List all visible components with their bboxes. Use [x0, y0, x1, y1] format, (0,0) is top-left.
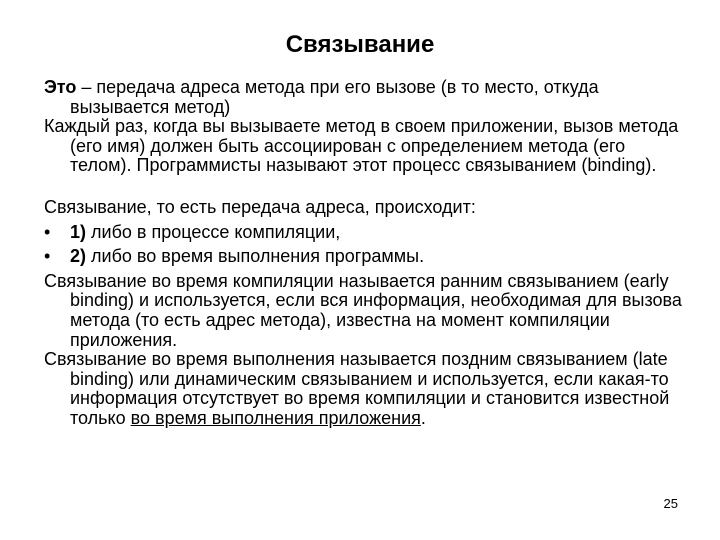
bullet-text: либо в процессе компиляции, [86, 221, 341, 242]
bullet-text: либо во время выполнения программы. [86, 246, 425, 267]
late-binding-end: . [420, 407, 426, 428]
late-binding-paragraph [44, 350, 684, 428]
early-binding-paragraph: Связывание во время компиляции называется ранним связыванием (early binding) и используется, если вся информация, необходимая для вызова метода (то есть адрес метода), известна на момент компиляции приложения. [44, 270, 682, 350]
bullet-icon: • [44, 221, 51, 242]
slide-content [44, 78, 684, 429]
definition-term: Это [44, 77, 77, 97]
late-binding-underlined: во время выполнения приложения [130, 407, 421, 428]
slide-title: Связывание [285, 31, 435, 58]
bullet-number: 2) [70, 246, 87, 267]
explanation-paragraph: Каждый раз, когда вы вызываете метод в своем приложении, вызов метода (его имя) должен быть ассоциирован с определением метода (его телом). Программисты называют этот процесс связыванием (binding). [44, 116, 679, 176]
bullet-icon: • [44, 246, 51, 267]
definition-paragraph [44, 78, 684, 117]
definition-text: – передача адреса метода при его вызове (в то место, откуда вызывается метод) [70, 77, 599, 117]
late-binding-text: Связывание во время выполнения называется поздним связыванием (late binding) или динамическим связыванием и используется, если какая-то информация отсутствует во время компиляции и становится известной только [44, 349, 670, 428]
bullet-item-runtime [44, 247, 684, 267]
bullet-item-compile [44, 223, 684, 243]
binding-lead-paragraph: Связывание, то есть передача адреса, происходит: [44, 196, 476, 217]
bullet-number: 1) [70, 221, 87, 242]
page-number: 25 [663, 496, 678, 511]
paragraph-gap [44, 176, 684, 198]
